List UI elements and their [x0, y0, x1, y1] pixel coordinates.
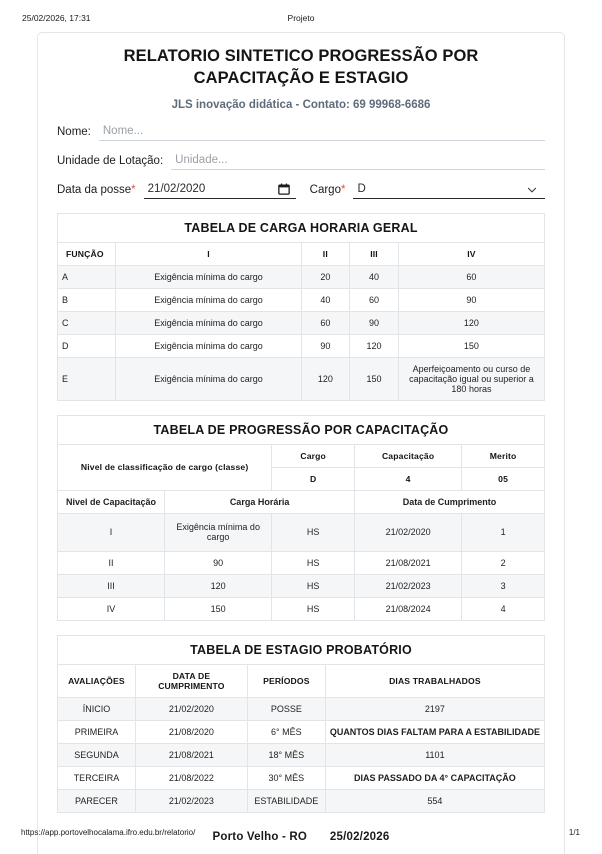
th-periodos: PERÍODOS [247, 664, 325, 697]
data-posse-label [57, 184, 144, 199]
cell-avaliacao: SEGUNDA [58, 743, 136, 766]
cell-nivel: I [58, 513, 165, 551]
cell-nivel-iii: 90 [350, 311, 399, 334]
table-row [58, 334, 545, 357]
table-carga-horaria [57, 213, 545, 401]
data-posse-label-text: Data da posse [57, 183, 132, 196]
table-title-row [58, 213, 545, 242]
cargo-label-text: Cargo [309, 183, 341, 196]
cargo-selected-value: D [357, 182, 366, 195]
form-row-posse-cargo [57, 181, 545, 199]
table-carga-horaria-title: TABELA DE CARGA HORARIA GERAL [58, 213, 545, 242]
th-data-cumprimento: Data de Cumprimento [355, 490, 545, 513]
cell-data-cumprimento: 21/08/2024 [355, 597, 462, 620]
cell-nivel-iv: 120 [398, 311, 544, 334]
value-capacitacao: 4 [355, 467, 462, 490]
cell-nivel: II [58, 551, 165, 574]
value-merito: 05 [462, 467, 545, 490]
table-row [58, 574, 545, 597]
cell-data-cumprimento: 21/02/2023 [355, 574, 462, 597]
table-row [58, 720, 545, 743]
table-header-row [58, 242, 545, 265]
data-posse-required-mark: * [131, 183, 136, 196]
cell-carga-horaria: 90 [165, 551, 272, 574]
value-cargo: D [272, 467, 355, 490]
th-nivel-i: I [116, 242, 301, 265]
cell-carga-horaria: Exigência mínima do cargo [165, 513, 272, 551]
th-nivel-classificacao: Nivel de classificação de cargo (classe) [58, 444, 272, 490]
cell-nivel-ii: 60 [301, 311, 350, 334]
cell-nivel-iv: 60 [398, 265, 544, 288]
table-row [58, 513, 545, 551]
cell-nivel-i: Exigência mínima do cargo [116, 288, 301, 311]
cell-unidade-hs: HS [272, 574, 355, 597]
cell-nivel-i: Exigência mínima do cargo [116, 311, 301, 334]
cell-periodo: POSSE [247, 697, 325, 720]
cell-nivel: III [58, 574, 165, 597]
table-row [58, 357, 545, 400]
cell-periodo: 18° MÊS [247, 743, 325, 766]
cell-funcao: E [58, 357, 116, 400]
th-dias-trabalhados: DIAS TRABALHADOS [325, 664, 544, 697]
th-carga-horaria: Carga Horária [165, 490, 355, 513]
cargo-label [296, 184, 354, 199]
table-row [58, 766, 545, 789]
table-row [58, 743, 545, 766]
cell-dias-trabalhados: 554 [325, 789, 544, 812]
table-progressao-block [55, 415, 547, 621]
table-progressao-title: TABELA DE PROGRESSÃO POR CAPACITAÇÃO [58, 415, 545, 444]
form-row-unidade [57, 152, 545, 170]
cell-dias-trabalhados: DIAS PASSADO DA 4° CAPACITAÇÃO [325, 766, 544, 789]
table-row [58, 789, 545, 812]
table-subheader-row [58, 490, 545, 513]
th-data-cumprimento: DATA DE CUMPRIMENTO [135, 664, 247, 697]
cargo-required-mark: * [340, 183, 346, 196]
table-row [58, 597, 545, 620]
cell-nivel-iii: 150 [350, 357, 399, 400]
cell-nivel-ii: 90 [301, 334, 350, 357]
signature-date: 25/02/2026 [329, 830, 390, 843]
cell-avaliacao: PRIMEIRA [58, 720, 136, 743]
cell-ordem: 4 [462, 597, 545, 620]
cell-ordem: 3 [462, 574, 545, 597]
table-row [58, 288, 545, 311]
unidade-input[interactable] [171, 152, 545, 170]
nome-input[interactable] [99, 123, 545, 141]
cell-periodo: ESTABILIDADE [247, 789, 325, 812]
cell-dias-trabalhados: QUANTOS DIAS FALTAM PARA A ESTABILIDADE [325, 720, 544, 743]
cell-funcao: D [58, 334, 116, 357]
report-subtitle: JLS inovação didática - Contato: 69 99968-6686 [171, 98, 431, 111]
table-title-row [58, 635, 545, 664]
cell-unidade-hs: HS [272, 513, 355, 551]
print-header [0, 13, 602, 27]
table-estagio-title: TABELA DE ESTAGIO PROBATÓRIO [58, 635, 545, 664]
th-nivel-ii: II [301, 242, 350, 265]
th-cargo: Cargo [272, 444, 355, 467]
print-document-name: Projeto [287, 13, 315, 23]
cell-dias-trabalhados: 2197 [325, 697, 544, 720]
cell-unidade-hs: HS [272, 551, 355, 574]
table-estagio-probatorio [57, 635, 545, 813]
table-header-row-top [58, 444, 545, 467]
cell-nivel-ii: 40 [301, 288, 350, 311]
cell-avaliacao: PARECER [58, 789, 136, 812]
th-merito: Merito [462, 444, 545, 467]
cell-unidade-hs: HS [272, 597, 355, 620]
table-header-row [58, 664, 545, 697]
cell-periodo: 6° MÊS [247, 720, 325, 743]
cell-dias-trabalhados: 1101 [325, 743, 544, 766]
th-nivel-capacitacao: Nivel de Capacitação [58, 490, 165, 513]
page-title: RELATORIO SINTETICO PROGRESSÃO POR CAPACITAÇÃO E ESTAGIO [123, 47, 479, 87]
cell-avaliacao: ÍNICIO [58, 697, 136, 720]
th-funcao: FUNÇÃO [58, 242, 116, 265]
nome-label: Nome: [57, 125, 91, 138]
cell-nivel-i: Exigência mínima do cargo [116, 357, 301, 400]
form-row-nome [57, 123, 545, 141]
table-carga-horaria-block [55, 213, 547, 401]
cell-data-cumprimento: 21/02/2020 [355, 513, 462, 551]
cell-periodo: 30° MÊS [247, 766, 325, 789]
cell-funcao: A [58, 265, 116, 288]
cell-nivel-ii: 20 [301, 265, 350, 288]
table-row [58, 697, 545, 720]
cell-funcao: B [58, 288, 116, 311]
cell-carga-horaria: 150 [165, 597, 272, 620]
cell-nivel: IV [58, 597, 165, 620]
report-form [55, 123, 547, 199]
cell-data: 21/08/2020 [135, 720, 247, 743]
table-progressao [57, 415, 545, 621]
cell-ordem: 1 [462, 513, 545, 551]
th-nivel-iii: III [350, 242, 399, 265]
cell-data: 21/08/2022 [135, 766, 247, 789]
cell-carga-horaria: 120 [165, 574, 272, 597]
cell-nivel-iv: 150 [398, 334, 544, 357]
cell-data: 21/08/2021 [135, 743, 247, 766]
signature-city: Porto Velho - RO [212, 830, 308, 843]
th-nivel-iv: IV [398, 242, 544, 265]
table-row [58, 265, 545, 288]
chevron-down-icon[interactable] [526, 183, 538, 195]
cell-nivel-i: Exigência mínima do cargo [116, 265, 301, 288]
th-avaliacoes: AVALIAÇÕES [58, 664, 136, 697]
cell-data-cumprimento: 21/08/2021 [355, 551, 462, 574]
cell-nivel-iii: 40 [350, 265, 399, 288]
th-capacitacao: Capacitação [355, 444, 462, 467]
data-posse-input[interactable] [144, 181, 296, 199]
cell-funcao: C [58, 311, 116, 334]
report-card [37, 32, 565, 854]
print-url: https://app.portovelhocalama.ifro.edu.br/relatorio/ [21, 828, 196, 837]
print-timestamp: 25/02/2026, 17:31 [22, 13, 91, 23]
cell-ordem: 2 [462, 551, 545, 574]
cell-nivel-iii: 120 [350, 334, 399, 357]
calendar-icon[interactable] [278, 183, 290, 195]
cell-nivel-iii: 60 [350, 288, 399, 311]
table-row [58, 551, 545, 574]
table-row [58, 311, 545, 334]
cell-nivel-iv: 90 [398, 288, 544, 311]
cell-data: 21/02/2023 [135, 789, 247, 812]
table-estagio-block [55, 635, 547, 813]
data-posse-value: 21/02/2020 [147, 182, 206, 195]
cell-nivel-i: Exigência mínima do cargo [116, 334, 301, 357]
cell-nivel-iv: Aperfeiçoamento ou curso de capacitação igual ou superior a 180 horas [398, 357, 544, 400]
cell-nivel-ii: 120 [301, 357, 350, 400]
print-page-number: 1/1 [568, 828, 580, 837]
print-footer [0, 828, 602, 842]
cargo-select[interactable] [353, 181, 545, 199]
cell-data: 21/02/2020 [135, 697, 247, 720]
unidade-label: Unidade de Lotação: [57, 154, 164, 167]
cell-avaliacao: TERCEIRA [58, 766, 136, 789]
table-title-row [58, 415, 545, 444]
